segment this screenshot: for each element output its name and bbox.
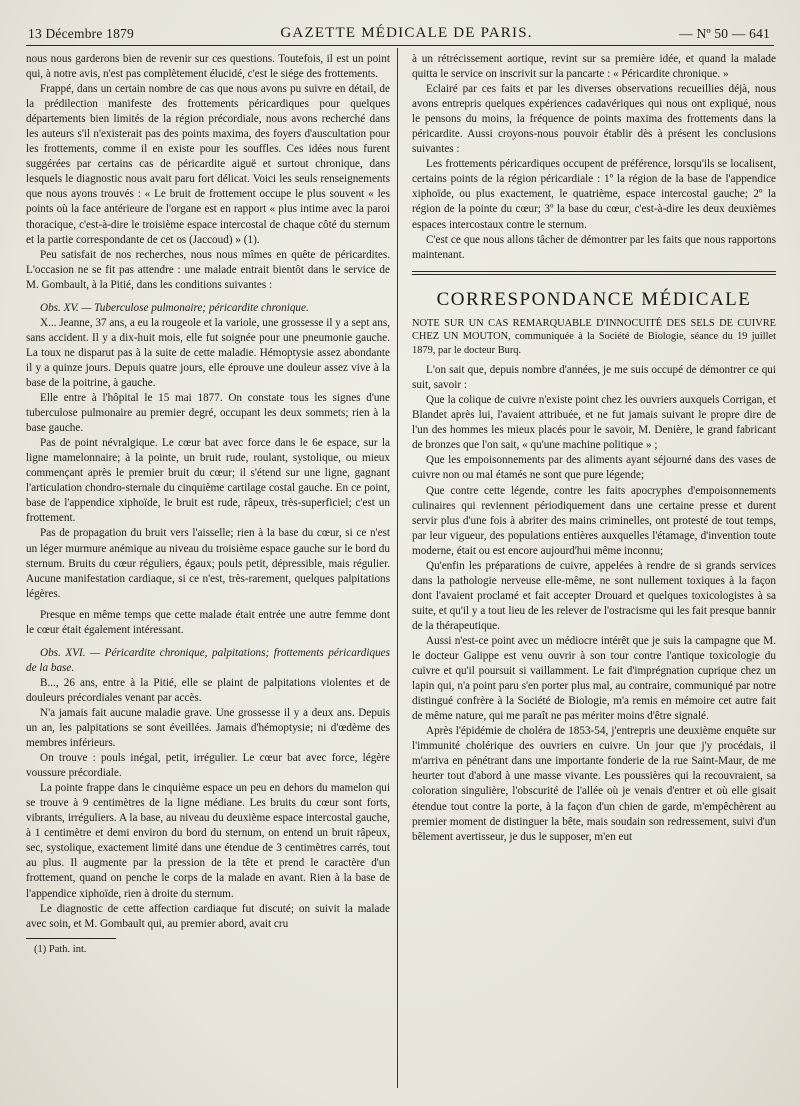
observation-heading: Obs. XVI. — Péricardite chronique, palpitations; frottements péricardiques de la base. xyxy=(26,646,390,674)
paragraph: Le diagnostic de cette affection cardiaque fut discuté; on suivit la malade avec soin, et M. Gombault qui, au premier abord, avait cru xyxy=(26,902,390,930)
page-header xyxy=(28,18,770,42)
header-number: — Nº 50 — xyxy=(679,26,746,41)
header-rule xyxy=(26,45,774,46)
paragraph: Qu'enfin les préparations de cuivre, appelées à rendre de si grands services dans la pathologie nerveuse elle-même, ne sont nullement toxiques à la façon dont l'avaient proclamé et fait accepter Drouard et quelques toxicologistes à sa suite, et qu'il y a tout lieu de les relever de l'ostracisme qui les fait presque bannir de la thérapeutique. xyxy=(412,559,776,632)
paragraph: N'a jamais fait aucune maladie grave. Une grossesse il y a deux ans. Depuis un an, les palpitations se sont éveillées. Jamais d'hémoptysie; ni d'œdème des membres inférieurs. xyxy=(26,706,390,750)
header-page-number: 641 xyxy=(749,26,770,41)
paragraph: Presque en même temps que cette malade était entrée une autre femme dont le cœur était également intéressant. xyxy=(26,608,390,636)
paragraph: L'on sait que, depuis nombre d'années, je me suis occupé de démontrer ce qui suit, savoir : xyxy=(412,364,776,392)
right-column xyxy=(412,52,776,845)
paragraph: nous nous garderons bien de revenir sur ces questions. Toutefois, il est un point qui, à notre avis, n'est pas complètement élucidé, c'est le siége des frottements. xyxy=(26,53,390,81)
paragraph: Elle entre à l'hôpital le 15 mai 1877. On constate tous les signes d'une tuberculose pulmonaire au premier degré, occupant les deux sommets; rien à la base gauche. xyxy=(26,392,390,435)
paragraph: On trouve : pouls inégal, petit, irrégulier. Le cœur bat avec force, légère voussure précordiale. xyxy=(26,752,390,780)
paragraph: Après l'épidémie de choléra de 1853-54, j'entrepris une deuxième enquête sur l'immunité cholérique des ouvriers en cuivre. Un jour que j'y procédais, il m'arriva en pénétrant dans une importante fonderie de la rue Saint-Maur, de me heurter tout d'abord à une masse vivante. Les poussières qui la recouvraient, sa coloration singulière, l'obscurité de l'allée où je venais d'entrer et où elle gisait étendue tout contre la porte, à la façon d'un chien de garde, m'empêchèrent au premier moment de distinguer la bête, mais soudain son redressement, suivi d'un bêlement avertisseur, je dus le supposer, m'en eut xyxy=(412,725,776,843)
paragraph: B..., 26 ans, entre à la Pitié, elle se plaint de palpitations violentes et de douleurs précordiales venant par accès. xyxy=(26,676,390,704)
paragraph: Pas de propagation du bruit vers l'aisselle; rien à la base du cœur, si ce n'est un léger murmure anémique au niveau du troisième espace gauche sur le bord du sternum. Bruits du cœur réguliers, égaux; pouls petit, dépressible, mais régulier. Aucune manifestation cardiaque, si ce n'est, très-rarement, quelques palpitations légères. xyxy=(26,527,390,600)
paragraph: Aussi n'est-ce point avec un médiocre intérêt que je suis la campagne que M. le docteur Galippe est venu ouvrir à son tour contre l'antique toxicologie du cuivre et qu'il poursuit si vaillamment. Le fait d'imprégnation cuprique chez un lapin qui, n'a point paru s'en porter plus mal, au contraire, communiqué par notre distingué confrère à la Société de Biologie, m'a remis en mémoire cet autre fait de même nature, qui me paraît ne pas mériter moins d'être signalé. xyxy=(412,635,776,723)
left-column xyxy=(26,52,390,957)
paragraph: Peu satisfait de nos recherches, nous nous mîmes en quête de péricardites. L'occasion ne se fit pas attendre : une malade entrait bientôt dans le service de M. Gombault, à la Pitié, dans les conditions suivantes : xyxy=(26,248,390,291)
paragraph: X... Jeanne, 37 ans, a eu la rougeole et la variole, une grossesse il y a sept ans, sans accident. Il y a dix-huit mois, elle fut soignée pour une pneumonie gauche. La toux ne disparut pas à la suite de cette maladie. Hémoptysie assez abondante il y a quinze jours. Depuis quatre jours, elle éprouve une douleur assez vive à la base de la poitrine, à gauche. xyxy=(26,316,390,389)
section-title: CORRESPONDANCE MÉDICALE xyxy=(436,288,752,310)
paragraph: Que la colique de cuivre n'existe point chez les ouvriers auxquels Corrigan, et Blandet après lui, l'avaient attribuée, et ne fut jamais suivant le propre dire de l'un des hommes les mieux placés pour le savoir, M. Denière, le grand fabricant de bronzes que l'on sait, « qu'une machine politique » ; xyxy=(412,394,776,452)
column-separator xyxy=(397,48,398,1088)
header-title: GAZETTE MÉDICALE DE PARIS. xyxy=(280,25,533,41)
footnote-rule xyxy=(26,938,116,939)
observation-heading: Obs. XV. — Tuberculose pulmonaire; péricardite chronique. xyxy=(40,301,309,314)
paragraph: Frappé, dans un certain nombre de cas que nous avons pu suivre en détail, de la prédilection manifeste des frottements péricardiques pour quelques départements bien limités de la région précordiale, nous avons recherché dans les auteurs s'il n'existerait pas des points maxima, des foyers d'auscultation pour les frottements, comme il en existe pour les souffles. Ces idées nous furent suggérées par certains cas de péricardite aiguë et surtout chronique, dans lesquels le diagnostic nous avait paru fort délicat. Voici les seuls renseignements que nous ayons trouvés : « Le bruit de frottement occupe le plus souvent « les points où la face antérieure de l'organe est en rapport « plus intime avec la paroi thoracique, c'est-à-dire le troisième espace intercostal de chaque côté du sternum et la partie correspondante de cet os (Jaccoud) » (1). xyxy=(26,83,390,246)
header-date: 13 Décembre 1879 xyxy=(28,26,134,41)
paragraph: C'est ce que nous allons tâcher de démontrer par les faits que nous rapportons maintenant. xyxy=(412,233,776,261)
paragraph: Les frottements péricardiques occupent de préférence, lorsqu'ils se localisent, certains points de la région péricardiale : 1º la région de la base de l'appendice xiphoïde, ou plus exactement, le quatrième, espace intercostal gauche; 2º la région de la pointe du cœur; 3º la base du cœur, c'est-à-dire les deux deuxièmes espaces intercostaux contre le sternum. xyxy=(412,158,776,231)
paragraph: La pointe frappe dans le cinquième espace un peu en dehors du mamelon qui se trouve à 9 centimètres de la ligne médiane. Les bruits du cœur sont forts, vibrants, irréguliers. A la base, au niveau du deuxième espace intercostal gauche, à 1 centimètre et demi environ du bord du sternum, on entend un bruit râpeux, sec, systolique, exactement limité dans une étendue de 3 centimètres carrés, tout au plus. Il augmente par la pression de la tête et prend le caractère d'un frottement, quand on penche le corps de la malade en avant. Rien à la base de l'appendice xiphoïde, rien à droite du sternum. xyxy=(26,782,390,900)
paragraph: Pas de point névralgique. Le cœur bat avec force dans le 6e espace, sur la ligne mamelonnaire; à la pointe, un bruit rude, roulant, systolique, ou mieux commençant après le premier bruit du cœur; il s'étend sur une ligne, gagnant l'articulation chondro-sternale du cinquième cartilage costal gauche. En ce point, base de l'appendice xiphoïde, le bruit est rude, râpeux, très-superficiel; c'est un frottement. xyxy=(26,437,390,525)
footnote: (1) Path. int. xyxy=(34,943,87,955)
note-heading: NOTE SUR UN CAS REMARQUABLE D'INNOCUITÉ DES SELS DE CUIVRE CHEZ UN MOUTON, communiquée à la Société de Biologie, séance du 19 juillet 1879, par le docteur Burq. xyxy=(412,317,776,356)
paragraph: Que les empoisonnements par des aliments ayant séjourné dans des vases de cuivre non ou mal étamés ne sont que pure légende; xyxy=(412,454,776,482)
section-divider xyxy=(412,271,776,275)
header-page-info xyxy=(679,26,770,42)
paragraph: Eclairé par ces faits et par les diverses observations recueillies déjà, nous avons entrepris quelques expériences cadavériques qui nous ont expliqué, nous le pensons du moins, la fréquence de points maxima des frottements dans la péricardite. Aussi croyons-nous pouvoir établir dès à présent les conclusions suivantes : xyxy=(412,83,776,156)
paragraph: Que contre cette légende, contre les faits apocryphes d'empoisonnements culinaires qui reviennent périodiquement dans une certaine presse et durent servir plus d'une fois à abriter des mains criminelles, ont protesté de tout temps, par leur vigueur, des populations entières auxquelles l'étamage, d'invention toute moderne, était ou est encore aujourd'hui même inconnu; xyxy=(412,484,776,557)
paragraph: à un rétrécissement aortique, revint sur sa première idée, et quand la malade quitta le service on inscrivit sur la pancarte : « Péricardite chronique. » xyxy=(412,53,776,81)
